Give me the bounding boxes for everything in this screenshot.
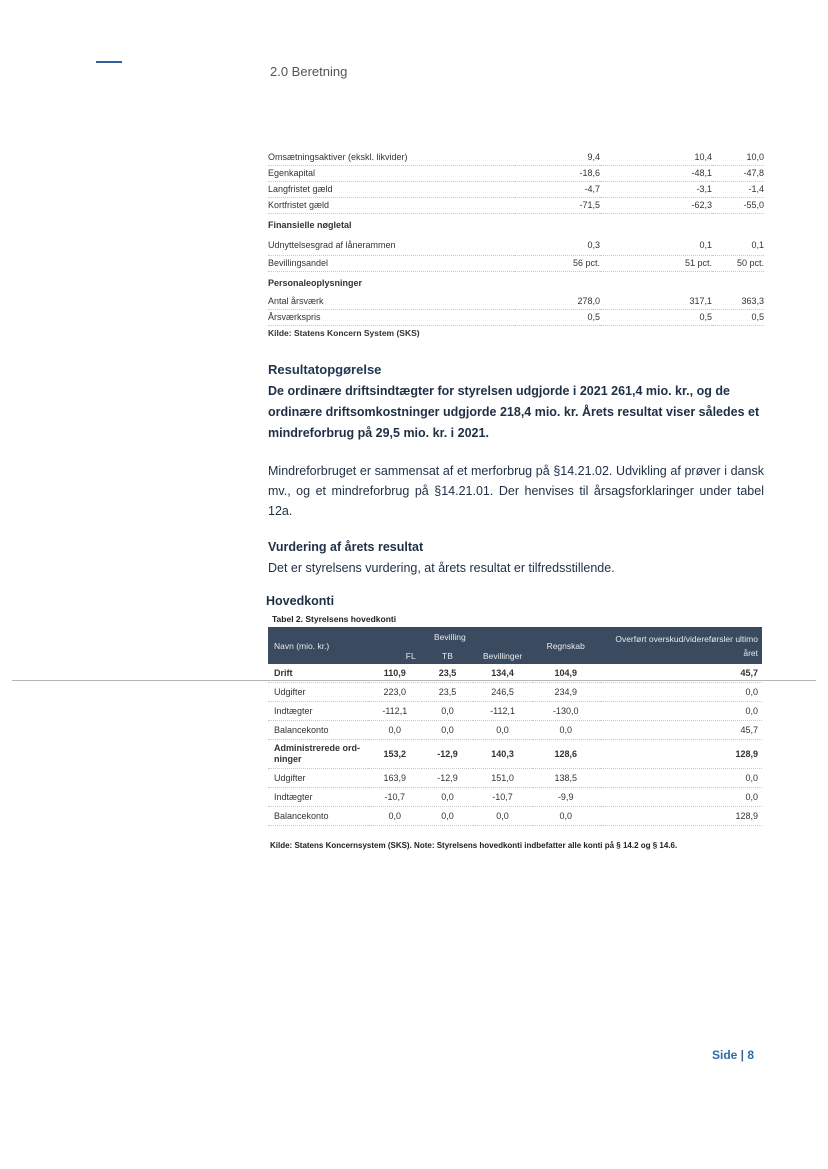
fl-value: 110,9	[368, 664, 422, 683]
appropriation-total-value: -112,1	[473, 702, 532, 721]
carried-value: 0,0	[600, 702, 762, 721]
key-figure-row	[268, 256, 764, 272]
key-figure-value: -4,7	[514, 182, 600, 198]
key-figure-value: 51 pct.	[600, 256, 712, 272]
result-paragraph-2: Mindreforbruget er sammensat af et merforbrug på §14.21.02. Udvikling af prøver i dansk mv., og et mindreforbrug på §14.21.01. Der henvises til årsagsforklaringer under tabel 12a.	[268, 464, 764, 518]
appropriation-total-value: 140,3	[473, 740, 532, 769]
financial-group-heading-label: Finansielle nøgletal	[268, 220, 352, 230]
key-figure-value: 10,4	[600, 150, 712, 166]
personnel-group-heading	[268, 272, 764, 295]
table-row	[268, 721, 762, 740]
key-figure-value: 0,5	[514, 310, 600, 326]
accounts-value: -9,9	[532, 788, 600, 807]
fl-value: 153,2	[368, 740, 422, 769]
key-figure-value: 317,1	[600, 294, 712, 310]
horizontal-divider	[12, 680, 816, 681]
fl-value: -10,7	[368, 788, 422, 807]
fl-value: 223,0	[368, 683, 422, 702]
appropriation-total-value: 0,0	[473, 807, 532, 826]
tb-value: 23,5	[422, 683, 474, 702]
key-figure-row	[268, 182, 764, 198]
page-number: Side | 8	[712, 1048, 755, 1062]
row-label: Balancekonto	[268, 807, 368, 826]
key-figure-label: Kortfristet gæld	[268, 198, 514, 214]
section-title: 2.0 Beretning	[270, 64, 348, 79]
col-appropriation-header: Bevilling	[368, 627, 532, 647]
key-figure-value: 56 pct.	[514, 256, 600, 272]
key-figure-label: Bevillingsandel	[268, 256, 514, 272]
financial-group-heading	[268, 214, 764, 237]
header-accent-line	[96, 61, 122, 63]
key-figure-value: -48,1	[600, 166, 712, 182]
key-figure-value: 0,3	[514, 236, 600, 256]
accounts-value: 128,6	[532, 740, 600, 769]
row-label: Udgifter	[268, 683, 368, 702]
col-carried-header: Overført overskud/videreførsler ultimo året	[600, 627, 762, 664]
fl-value: 0,0	[368, 807, 422, 826]
key-figure-row	[268, 310, 764, 326]
key-figure-label: Egenkapital	[268, 166, 514, 182]
result-paragraph-1: De ordinære driftsindtægter for styrelsen udgjorde i 2021 261,4 mio. kr., og de ordinære driftsomkostninger udgjorde 218,4 mio. kr. Årets resultat viser således et mindreforbrug på 29,5 mio. kr. i 2021.	[268, 384, 760, 440]
key-figure-label: Udnyttelsesgrad af lånerammen	[268, 236, 514, 256]
key-figure-value: 0,1	[712, 236, 764, 256]
table-row	[268, 788, 762, 807]
carried-value: 45,7	[600, 664, 762, 683]
key-figure-value: 363,3	[712, 294, 764, 310]
tb-value: 0,0	[422, 807, 474, 826]
key-figure-label: Omsætningsaktiver (ekskl. likvider)	[268, 150, 514, 166]
tb-value: -12,9	[422, 740, 474, 769]
key-figure-row	[268, 294, 764, 310]
row-label: Administrerede ord-ninger	[268, 740, 368, 769]
row-label: Indtægter	[268, 788, 368, 807]
accounts-value: 0,0	[532, 807, 600, 826]
key-figure-value: 10,0	[712, 150, 764, 166]
appropriation-total-value: 134,4	[473, 664, 532, 683]
personnel-group-heading-label: Personaleoplysninger	[268, 278, 363, 288]
key-figure-value: -71,5	[514, 198, 600, 214]
carried-value: 0,0	[600, 788, 762, 807]
key-figure-value: 50 pct.	[712, 256, 764, 272]
row-label: Balancekonto	[268, 721, 368, 740]
key-figure-label: Antal årsværk	[268, 294, 514, 310]
tb-value: 0,0	[422, 702, 474, 721]
main-accounts-table-title: Tabel 2. Styrelsens hovedkonti	[272, 614, 397, 624]
fl-value: 163,9	[368, 769, 422, 788]
col-tb-header: TB	[422, 647, 474, 664]
main-accounts-heading: Hovedkonti	[266, 594, 335, 608]
tb-value: 0,0	[422, 721, 474, 740]
table-row	[268, 807, 762, 826]
appropriation-total-value: 246,5	[473, 683, 532, 702]
key-figures-source-row	[268, 326, 764, 342]
col-total-header: Bevillinger	[473, 647, 532, 664]
fl-value: -112,1	[368, 702, 422, 721]
key-figure-value: -3,1	[600, 182, 712, 198]
accounts-value: -130,0	[532, 702, 600, 721]
table-row	[268, 702, 762, 721]
key-figure-value: -47,8	[712, 166, 764, 182]
key-figure-row	[268, 236, 764, 256]
main-accounts-table	[268, 627, 762, 826]
accounts-value: 104,9	[532, 664, 600, 683]
carried-value: 0,0	[600, 769, 762, 788]
col-accounts-header: Regnskab	[532, 627, 600, 664]
key-figure-value: 9,4	[514, 150, 600, 166]
col-fl-header: FL	[368, 647, 422, 664]
accounts-value: 138,5	[532, 769, 600, 788]
accounts-value: 234,9	[532, 683, 600, 702]
table-row	[268, 683, 762, 702]
key-figure-row	[268, 150, 764, 166]
table-row	[268, 769, 762, 788]
key-figures-source: Kilde: Statens Koncern System (SKS)	[268, 328, 420, 338]
table-row	[268, 740, 762, 769]
tb-value: 0,0	[422, 788, 474, 807]
appropriation-total-value: 151,0	[473, 769, 532, 788]
row-label: Indtægter	[268, 702, 368, 721]
result-heading: Resultatopgørelse	[268, 362, 382, 377]
tb-value: -12,9	[422, 769, 474, 788]
assessment-heading: Vurdering af årets resultat	[268, 540, 424, 554]
tb-value: 23,5	[422, 664, 474, 683]
row-label: Drift	[268, 664, 368, 683]
carried-value: 0,0	[600, 683, 762, 702]
carried-value: 128,9	[600, 807, 762, 826]
key-figure-value: 0,1	[600, 236, 712, 256]
key-figure-value: -18,6	[514, 166, 600, 182]
row-label: Udgifter	[268, 769, 368, 788]
key-figure-label: Årsværkspris	[268, 310, 514, 326]
key-figure-value: -1,4	[712, 182, 764, 198]
main-accounts-source-note: Kilde: Statens Koncernsystem (SKS). Note: Styrelsens hovedkonti indbefatter alle konti på § 14.2 og § 14.6.	[270, 841, 678, 850]
carried-value: 45,7	[600, 721, 762, 740]
accounts-value: 0,0	[532, 721, 600, 740]
key-figure-row	[268, 166, 764, 182]
key-figure-value: -62,3	[600, 198, 712, 214]
key-figure-label: Langfristet gæld	[268, 182, 514, 198]
key-figure-value: 0,5	[600, 310, 712, 326]
carried-value: 128,9	[600, 740, 762, 769]
key-figure-value: 0,5	[712, 310, 764, 326]
key-figure-value: -55,0	[712, 198, 764, 214]
key-figure-row	[268, 198, 764, 214]
key-figures-table	[268, 150, 764, 341]
appropriation-total-value: -10,7	[473, 788, 532, 807]
assessment-text: Det er styrelsens vurdering, at årets resultat er tilfredsstillende.	[268, 561, 615, 575]
fl-value: 0,0	[368, 721, 422, 740]
key-figure-value: 278,0	[514, 294, 600, 310]
col-name-header: Navn (mio. kr.)	[268, 627, 368, 664]
appropriation-total-value: 0,0	[473, 721, 532, 740]
